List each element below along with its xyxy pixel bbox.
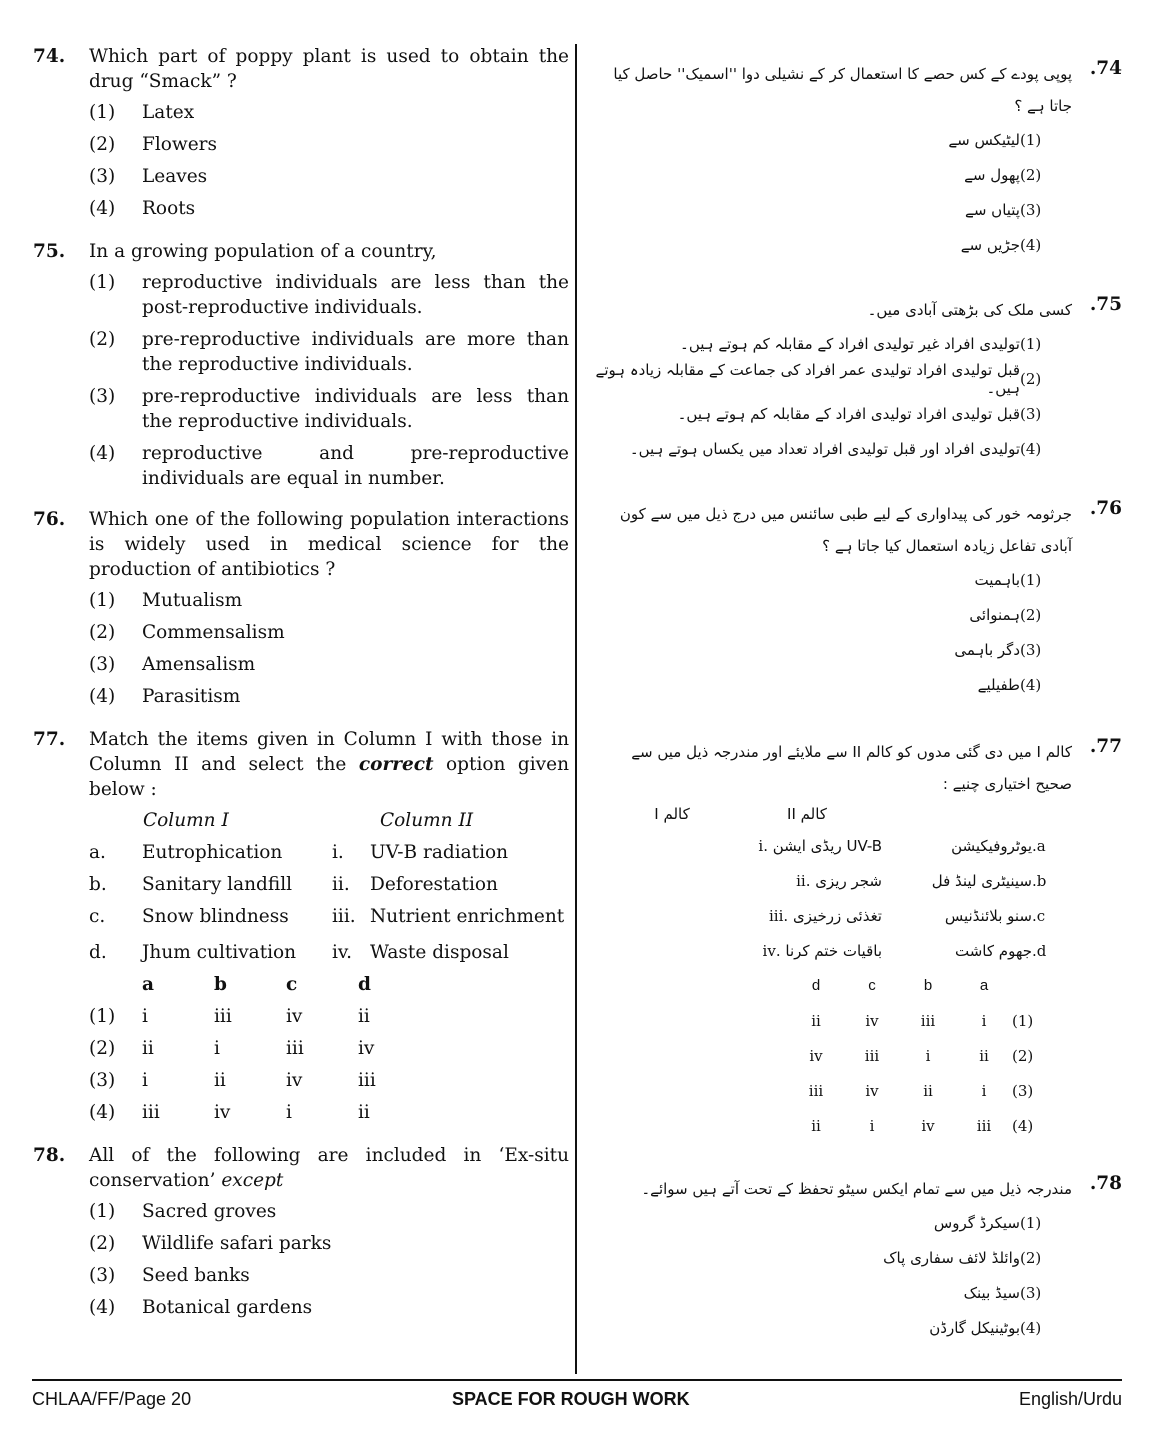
option: (1) Sacred groves	[89, 1201, 277, 1222]
option: (1) Mutualism	[89, 590, 243, 611]
question-text: In a growing population of a country,	[89, 241, 437, 262]
option: (3) سیڈ بینک	[963, 1283, 1042, 1302]
question-number: .77	[1089, 736, 1122, 757]
option: (2) Flowers	[89, 134, 218, 155]
language-label: English/Urdu	[1018, 1389, 1122, 1409]
match-row: .a یوٹروفیکیشن UV-B ریڈی ایشن .i	[758, 836, 1046, 855]
question-78	[33, 1143, 569, 1320]
page-code: CHLAA/FF/Page 20	[32, 1389, 192, 1409]
options-list	[89, 270, 569, 491]
urdu-question-74	[592, 58, 1122, 262]
urdu-question-77	[592, 736, 1122, 1143]
match-row: a. Eutrophication i. UV-B radiation	[89, 842, 509, 863]
answer-header: a b c d	[142, 974, 371, 995]
option: (2) ہمنوائی	[969, 605, 1042, 624]
option: (3) پتیاں سے	[965, 200, 1042, 219]
options-list	[89, 1199, 569, 1320]
question-77	[33, 727, 569, 1125]
answer-option: (2) ii i iii iv	[809, 1046, 1034, 1065]
match-header: کالم I کالم II	[654, 805, 827, 823]
question-text: پوپی پودے کے کس حصے کا استعمال کر کے نشیلی دوا ''اسمیک'' حاصل کیا جاتا ہے ؟	[613, 65, 1072, 115]
option: (4) جڑیں سے	[960, 235, 1042, 254]
answer-option: (4) iii iv i ii	[811, 1116, 1034, 1135]
option: (4) بوٹینیکل گارڈن	[929, 1318, 1042, 1337]
option: (1) لیٹیکس سے	[948, 130, 1042, 149]
option: (3) pre-reproductive individuals are less than the reproductive individuals.	[89, 386, 569, 432]
question-text: کالم I میں دی گئی مدوں کو کالم II سے ملایئے اور مندرجہ ذیل میں سے صحیح اختیاری چنیے :	[631, 743, 1072, 793]
match-row: b. Sanitary landfill ii. Deforestation	[89, 874, 498, 895]
question-76	[33, 507, 569, 709]
option: (2) قبل تولیدی افراد تولیدی عمر افراد کی جماعت کے مقابلہ زیادہ ہوتے ہیں۔	[595, 360, 1042, 397]
answer-option: (1) i iii iv ii	[811, 1011, 1034, 1030]
question-text: Which part of poppy plant is used to obtain the drug “Smack” ?	[89, 46, 569, 92]
option: (1) reproductive individuals are less than the post-reproductive individuals.	[89, 272, 569, 318]
question-number: 75.	[33, 241, 66, 262]
option: (1) Latex	[89, 102, 195, 123]
rough-work-label: SPACE FOR ROUGH WORK	[452, 1389, 690, 1409]
column-divider	[575, 44, 577, 1374]
option: (4) reproductive and pre-reproductive individuals are equal in number.	[89, 443, 569, 489]
question-number: .74	[1089, 58, 1122, 79]
answer-option: (3) i ii iv iii	[89, 1070, 376, 1091]
footer-rule	[32, 1379, 1122, 1381]
match-row: c. Snow blindness iii. Nutrient enrichment	[89, 906, 565, 927]
urdu-question-78	[592, 1173, 1122, 1345]
options-list	[89, 588, 569, 709]
match-row: .b سینیٹری لینڈ فل شجر ریزی .ii	[796, 871, 1047, 890]
option: (3) Leaves	[89, 166, 208, 187]
match-row: .d جھوم کاشت باقیات ختم کرنا .iv	[762, 941, 1047, 960]
match-row: .c سنو بلائنڈنیس تغذئی زرخیزی .iii	[768, 906, 1046, 925]
question-text: All of the following are included in ‘Ex-situ conservation’ except	[89, 1145, 569, 1191]
question-text: جرثومہ خور کی پیداواری کے لیے طبی سائنس میں درج ذیل میں سے کون آبادی تفاعل زیادہ استعمال کیا جاتا ہے ؟	[619, 505, 1072, 555]
option: (4) تولیدی افراد اور قبل تولیدی افراد تعداد میں یکساں ہوتے ہیں۔	[629, 439, 1042, 458]
question-text: Which one of the following population interactions is widely used in medical science for the production of antibiotics ?	[89, 509, 569, 580]
answer-option: (3) i ii iv iii	[808, 1081, 1034, 1100]
question-number: .76	[1089, 498, 1122, 519]
english-column	[33, 44, 569, 1327]
urdu-question-76	[592, 498, 1122, 702]
option: (2) pre-reproductive individuals are more than the reproductive individuals.	[89, 329, 569, 375]
option: (2) وائلڈ لائف سفاری پاک	[883, 1248, 1042, 1267]
answer-option: (1) i iii iv ii	[89, 1006, 370, 1027]
option: (3) دگر باہمی	[954, 640, 1042, 659]
option: (3) Seed banks	[89, 1265, 250, 1286]
question-number: 78.	[33, 1145, 66, 1166]
option: (4) Roots	[89, 198, 196, 219]
page-footer	[32, 1389, 1122, 1415]
option: (1) سیکرڈ گروس	[933, 1213, 1042, 1232]
answer-header: a b c d	[811, 977, 989, 994]
question-number: 74.	[33, 46, 66, 67]
match-row: d. Jhum cultivation iv. Waste disposal	[89, 942, 509, 963]
question-74	[33, 44, 569, 221]
option: (2) Commensalism	[89, 622, 285, 643]
option: (4) Botanical gardens	[89, 1297, 313, 1318]
option: (3) قبل تولیدی افراد تولیدی افراد کے مقابلہ کم ہوتے ہیں۔	[677, 404, 1042, 423]
option: (3) Amensalism	[89, 654, 256, 675]
question-75	[33, 239, 569, 491]
option: (1) تولیدی افراد غیر تولیدی افراد کے مقابلہ کم ہوتے ہیں۔	[680, 334, 1042, 353]
answer-option: (2) ii i iii iv	[89, 1038, 375, 1059]
urdu-column	[592, 58, 1122, 1345]
question-text: Match the items given in Column I with those in Column II and select the correct option given below :	[89, 729, 569, 800]
option: (4) Parasitism	[89, 686, 241, 707]
options-list	[89, 100, 569, 221]
option: (4) طفیلیے	[977, 675, 1042, 694]
question-text: کسی ملک کی بڑھتی آبادی میں۔	[867, 301, 1072, 319]
match-header: Column I Column II	[143, 810, 474, 831]
question-number: 77.	[33, 729, 66, 750]
question-text: مندرجہ ذیل میں سے تمام ایکس سیٹو تحفظ کے تحت آتے ہیں سوائے۔	[641, 1180, 1072, 1198]
option: (2) Wildlife safari parks	[89, 1233, 332, 1254]
question-number: 76.	[33, 509, 66, 530]
answer-option: (4) iii iv i ii	[89, 1102, 370, 1123]
urdu-question-75	[592, 294, 1122, 466]
question-number: .78	[1089, 1173, 1122, 1194]
option: (2) پھول سے	[964, 165, 1042, 184]
question-number: .75	[1089, 294, 1122, 315]
option: (1) باہمیت	[974, 570, 1042, 589]
